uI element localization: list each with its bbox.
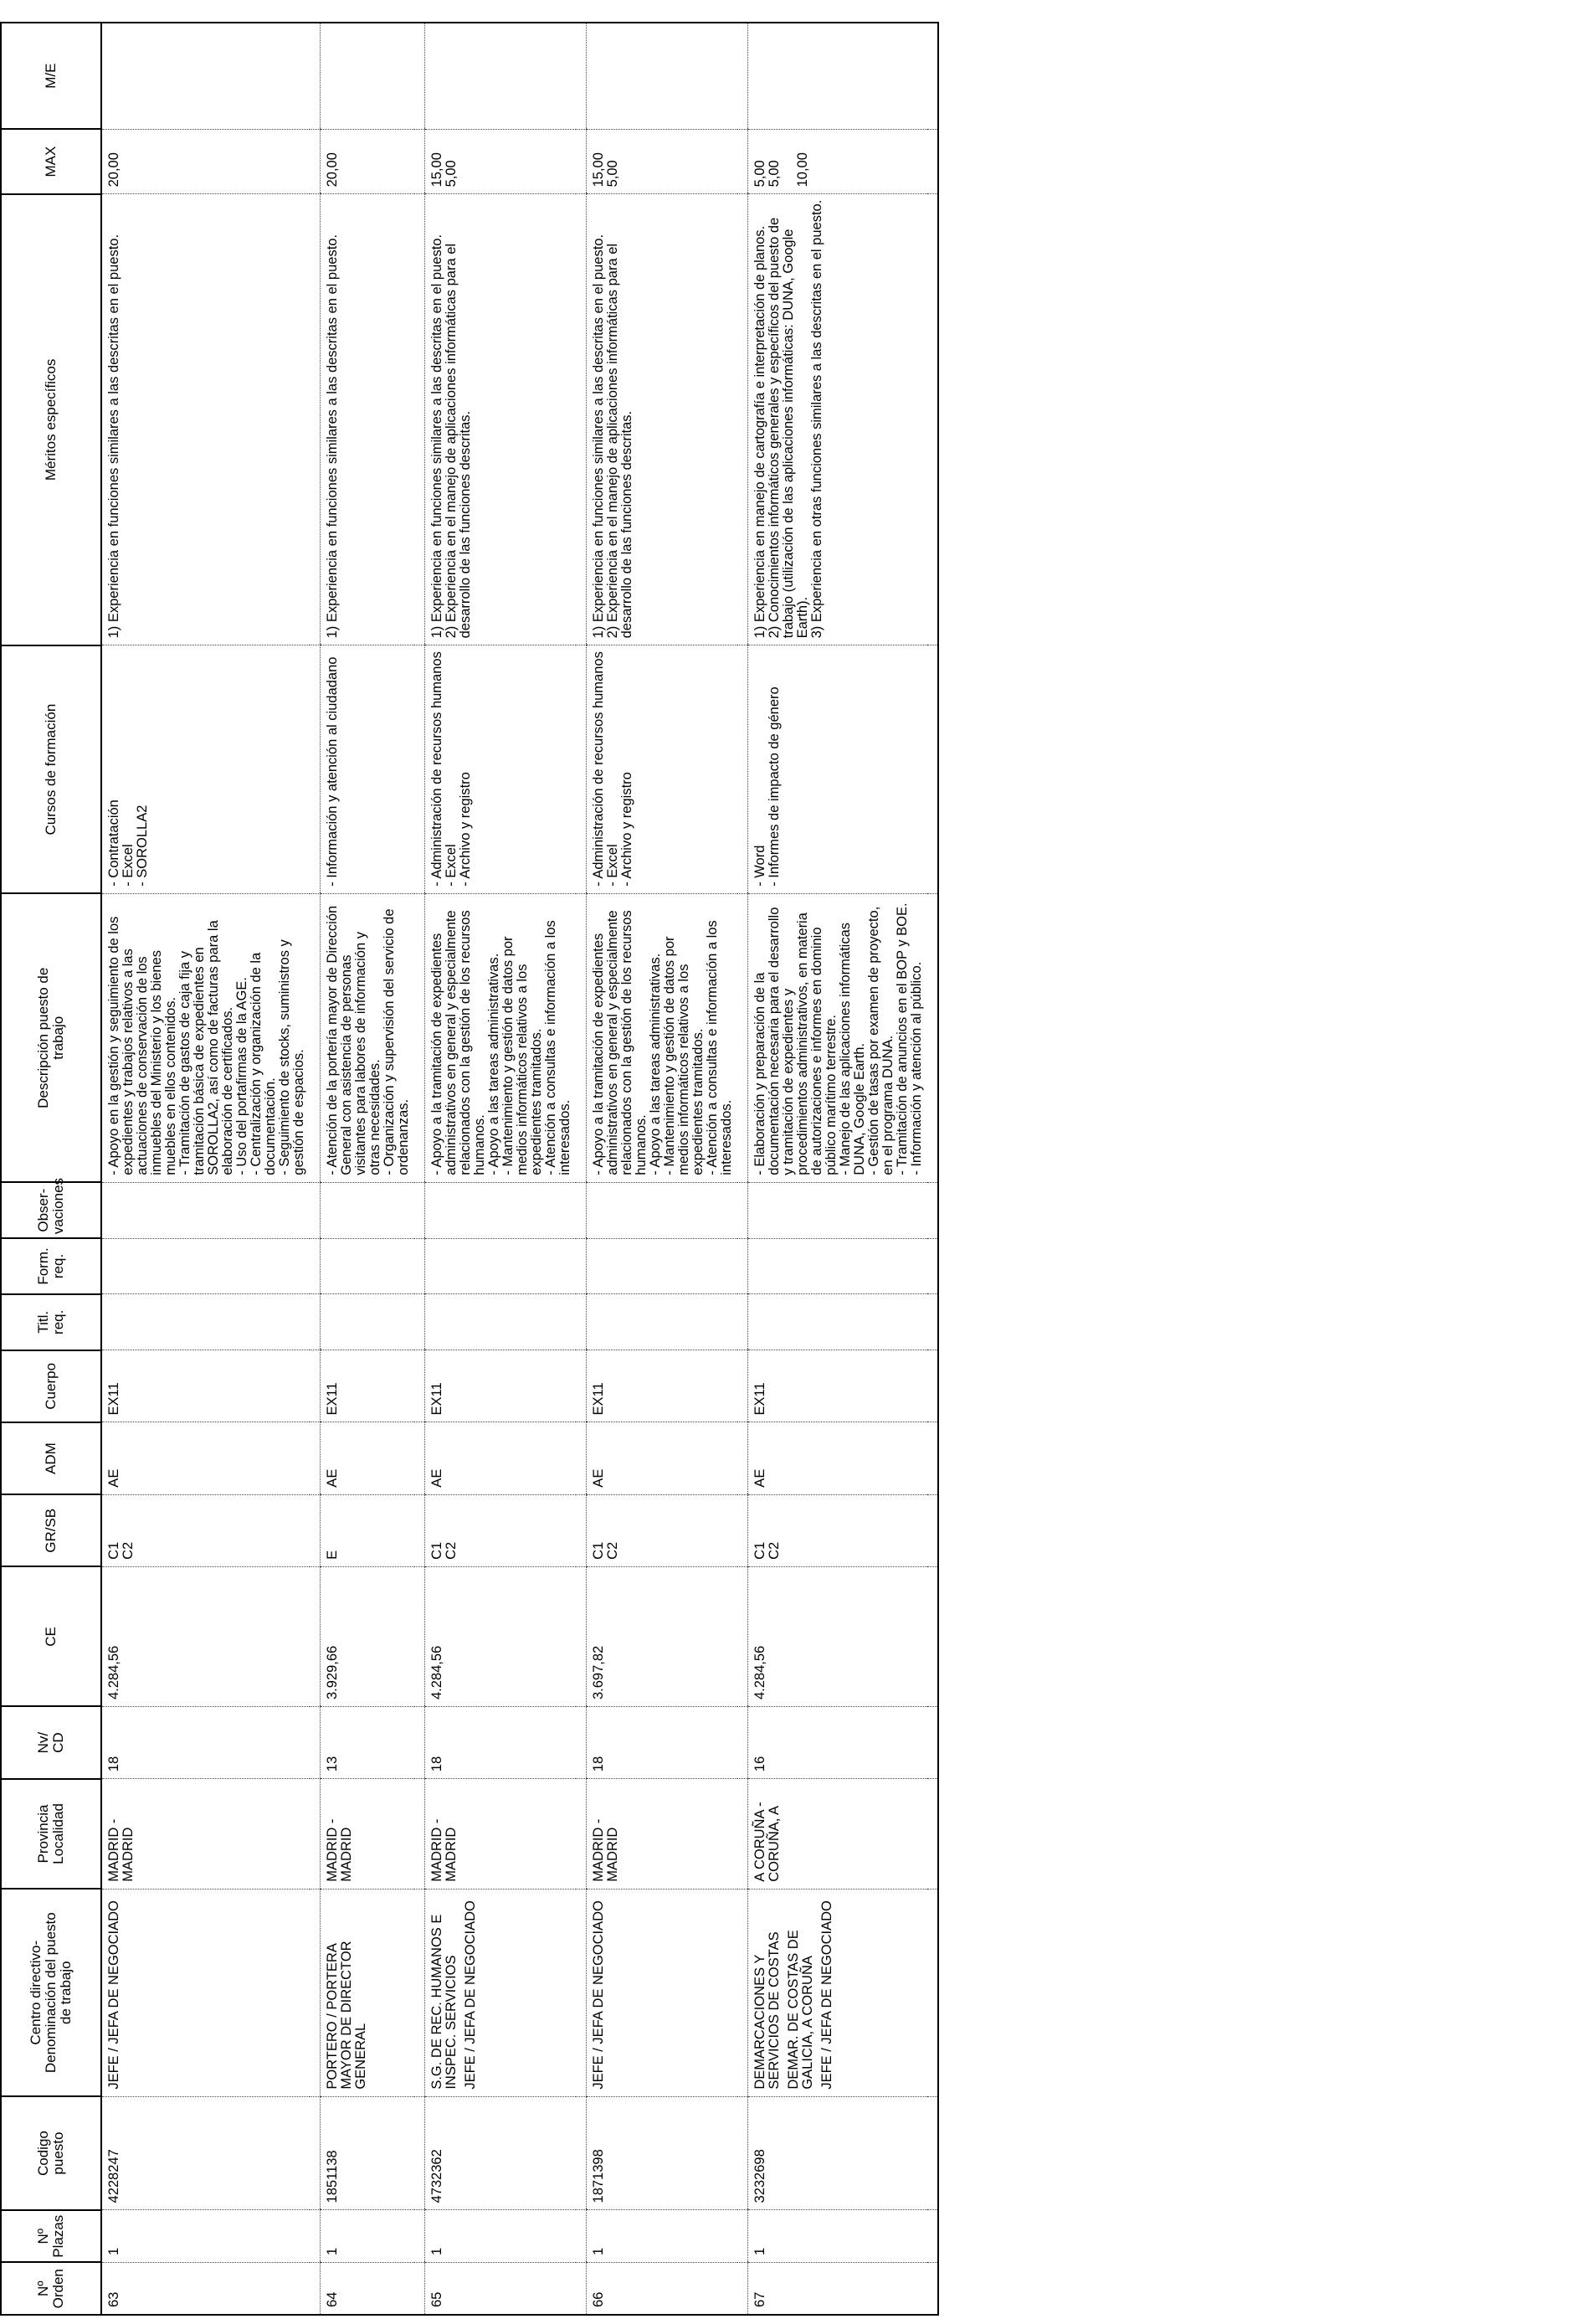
spacer-cell [737, 1238, 748, 1294]
cell-me [101, 23, 310, 129]
spacer-cell [576, 893, 587, 1182]
cell-adm: AE [587, 1422, 738, 1494]
spacer-cell [576, 1779, 587, 1890]
cell-observaciones [321, 1182, 415, 1238]
cell-codigo: 1871398 [587, 2096, 738, 2210]
cell-adm: AE [321, 1422, 415, 1494]
spacer-cell [310, 1422, 321, 1494]
cell-provincia: MADRID - MADRID [101, 1779, 310, 1890]
spacer-cell [927, 1707, 938, 1779]
cell-max: 20,00 [321, 129, 415, 194]
row-spacer [576, 23, 587, 2315]
spacer-cell [310, 1294, 321, 1350]
table-row [425, 23, 577, 2315]
header-ce: CE [1, 1566, 101, 1706]
cell-meritos: 1) Experiencia en funciones similares a las descritas en el puesto. 2) Experiencia en el manejo de aplicaciones informáticas para el desarrollo de las funciones descritas. [425, 194, 577, 645]
cell-provincia: MADRID - MADRID [321, 1779, 415, 1890]
cell-observaciones [587, 1182, 738, 1238]
spacer-cell [737, 194, 748, 645]
table-body [101, 23, 938, 2315]
position-name: JEFE / JEFA DE NEGOCIADO [591, 1900, 606, 2090]
spacer-cell [576, 1566, 587, 1706]
header-meritos: Méritos específicos [1, 194, 101, 645]
spacer-cell [737, 1566, 748, 1706]
cell-max: 15,00 5,00 [587, 129, 738, 194]
spacer-cell [576, 1494, 587, 1566]
cell-meritos: 1) Experiencia en manejo de cartografía e interpretación de planos. 2) Conocimientos informáticos generales y específicos del puesto de trabajo (utilización de las aplicaciones informáticas: DUNA, Google Earth). 3) Experiencia en otras funciones similares a las descritas en el puesto. [748, 194, 928, 645]
cell-nivel: 13 [321, 1707, 415, 1779]
cell-observaciones [101, 1182, 310, 1238]
row-spacer [737, 23, 748, 2315]
cell-cursos: - Administración de recursos humanos - Excel - Archivo y registro [587, 645, 738, 893]
unit-name: S.G. DE REC. HUMANOS E INSPEC. SERVICIOS [429, 1914, 459, 2090]
cell-titulacion [748, 1294, 928, 1350]
cell-meritos: 1) Experiencia en funciones similares a las descritas en el puesto. [321, 194, 415, 645]
spacer-cell [414, 1238, 425, 1294]
spacer-cell [414, 2096, 425, 2210]
cell-orden: 63 [101, 2262, 310, 2315]
cell-codigo: 3232698 [748, 2096, 928, 2210]
cell-ce: 3.697,82 [587, 1566, 738, 1706]
cell-cursos: - Contratación - Excel - SOROLLA2 [101, 645, 310, 893]
header-cursos: Cursos de formación [1, 645, 101, 893]
table-row [587, 23, 738, 2315]
header-centro: Centro directivo- Denominación del puesto de trabajo [1, 1889, 101, 2096]
header-cuerpo: Cuerpo [1, 1350, 101, 1422]
cell-centro [748, 1889, 928, 2096]
cell-adm: AE [748, 1422, 928, 1494]
spacer-cell [737, 1779, 748, 1890]
spacer-cell [576, 2096, 587, 2210]
spacer-cell [927, 2210, 938, 2263]
spacer-cell [310, 1494, 321, 1566]
spacer-cell [927, 1182, 938, 1238]
cell-nivel: 16 [748, 1707, 928, 1779]
spacer-cell [737, 129, 748, 194]
cell-nivel: 18 [101, 1707, 310, 1779]
cell-me [748, 23, 928, 129]
cell-me [425, 23, 577, 129]
cell-formacion [321, 1238, 415, 1294]
cell-centro [101, 1889, 310, 2096]
cell-nivel: 18 [425, 1707, 577, 1779]
cell-descripcion: - Apoyo a la tramitación de expedientes administrativos en general y especialmente relacionados con la gestión de los recursos humanos. - Apoyo a las tareas administrativas. - Mantenimiento y gestión de datos por medios informáticos relativos a los expedientes tramitados. - Atención a consultas e información a los interesados. [587, 893, 738, 1182]
positions-table [0, 22, 939, 2316]
spacer-cell [737, 1422, 748, 1494]
spacer-cell [310, 2210, 321, 2263]
cell-titulacion [321, 1294, 415, 1350]
cell-descripcion: - Elaboración y preparación de la documentación necesaria para el desarrollo y tramitación de expedientes y procedimientos administrativos, en materia de autorizaciones e informes en dominio público marítimo terrestre. - Manejo de las aplicaciones informáticas DUNA, Google Earth. - Gestión de tasas por examen de proyecto, en el programa DUNA. - Tramitación de anuncios en el BOP y BOE. - Información y atención al público. [748, 893, 928, 1182]
cell-plazas: 1 [101, 2210, 310, 2263]
spacer-cell [927, 1566, 938, 1706]
position-name: JEFE / JEFA DE NEGOCIADO [106, 1900, 121, 2090]
cell-orden: 66 [587, 2262, 738, 2315]
spacer-cell [414, 645, 425, 893]
cell-cuerpo: EX11 [101, 1350, 310, 1422]
spacer-cell [414, 893, 425, 1182]
position-name: PORTERO / PORTERA MAYOR DE DIRECTOR GENERAL [325, 1941, 368, 2090]
header-formacion: Form. req. [1, 1238, 101, 1294]
spacer-cell [414, 1494, 425, 1566]
header-observaciones: Obser- vaciones [1, 1182, 101, 1238]
spacer-cell [310, 129, 321, 194]
table-row [101, 23, 310, 2315]
header-nivel: Nv/ CD [1, 1707, 101, 1779]
cell-codigo: 4732362 [425, 2096, 577, 2210]
cell-plazas: 1 [748, 2210, 928, 2263]
spacer-cell [737, 2210, 748, 2263]
cell-ce: 3.929,66 [321, 1566, 415, 1706]
cell-max: 20,00 [101, 129, 310, 194]
cell-cursos: - Administración de recursos humanos - Excel - Archivo y registro [425, 645, 577, 893]
cell-titulacion [101, 1294, 310, 1350]
header-me: M/E [1, 23, 101, 129]
cell-cuerpo: EX11 [321, 1350, 415, 1422]
cell-codigo: 4228247 [101, 2096, 310, 2210]
cell-titulacion [425, 1294, 577, 1350]
spacer-cell [576, 1422, 587, 1494]
spacer-cell [576, 2262, 587, 2315]
cell-me [321, 23, 415, 129]
cell-descripcion: - Atención de la portería mayor de Dirección General con asistencia de personas visitantes para labores de información y otras necesidades. - Organización y supervisión del servicio de ordenanzas. [321, 893, 415, 1182]
spacer-cell [414, 1294, 425, 1350]
spacer-cell [414, 1889, 425, 2096]
spacer-cell [927, 1350, 938, 1422]
spacer-cell [414, 194, 425, 645]
spacer-cell [310, 23, 321, 129]
spacer-cell [927, 1294, 938, 1350]
spacer-cell [310, 1889, 321, 2096]
spacer-cell [927, 194, 938, 645]
cell-adm: AE [425, 1422, 577, 1494]
cell-nivel: 18 [587, 1707, 738, 1779]
spacer-cell [927, 1494, 938, 1566]
cell-max: 5,00 5,00 10,00 [748, 129, 928, 194]
spacer-cell [414, 2262, 425, 2315]
cell-grupo: E [321, 1494, 415, 1566]
cell-ce: 4.284,56 [748, 1566, 928, 1706]
spacer-cell [310, 194, 321, 645]
spacer-cell [737, 1182, 748, 1238]
cell-formacion [425, 1238, 577, 1294]
cell-orden: 65 [425, 2262, 577, 2315]
spacer-cell [310, 2096, 321, 2210]
spacer-cell [927, 1238, 938, 1294]
cell-cursos: - Información y atención al ciudadano [321, 645, 415, 893]
spacer-cell [576, 23, 587, 129]
spacer-cell [310, 1779, 321, 1890]
spacer-cell [414, 1422, 425, 1494]
spacer-cell [310, 1182, 321, 1238]
cell-descripcion: - Apoyo en la gestión y seguimiento de los expedientes y trabajos relativos a las actuaciones de conservación de los inmuebles del Ministerio y los bienes muebles en ellos contenidos. - Tramitación de gastos de caja fija y tramitación básica de expedientes en SOROLLA2, así como de facturas para la elaboración de certificados. - Uso del portafirmas de la AGE. - Centralización y organización de la documentación. - Seguimiento de stocks, suministros y gestión de espacios. [101, 893, 310, 1182]
spacer-cell [927, 2262, 938, 2315]
spacer-cell [414, 2210, 425, 2263]
spacer-cell [927, 1422, 938, 1494]
spacer-cell [414, 23, 425, 129]
header-adm: ADM [1, 1422, 101, 1494]
unit-name: DEMARCACIONES Y SERVICIOS DE COSTAS [752, 1931, 782, 2090]
spacer-cell [414, 1707, 425, 1779]
spacer-cell [310, 1566, 321, 1706]
cell-grupo: C1 C2 [425, 1494, 577, 1566]
spacer-cell [414, 1350, 425, 1422]
spacer-cell [310, 1350, 321, 1422]
spacer-cell [927, 2096, 938, 2210]
spacer-cell [414, 1566, 425, 1706]
spacer-cell [927, 1889, 938, 2096]
spacer-cell [737, 893, 748, 1182]
header-provincia: Provincia Localidad [1, 1779, 101, 1890]
spacer-cell [414, 1779, 425, 1890]
spacer-cell [576, 129, 587, 194]
cell-ce: 4.284,56 [425, 1566, 577, 1706]
spacer-cell [737, 1294, 748, 1350]
cell-formacion [587, 1238, 738, 1294]
row-spacer [927, 23, 938, 2315]
header-titulacion: Titl. req. [1, 1294, 101, 1350]
spacer-cell [576, 2210, 587, 2263]
spacer-cell [737, 2096, 748, 2210]
cell-centro [321, 1889, 415, 2096]
spacer-cell [737, 1707, 748, 1779]
cell-cuerpo: EX11 [748, 1350, 928, 1422]
position-name: JEFE / JEFA DE NEGOCIADO [463, 1900, 478, 2090]
spacer-cell [576, 1182, 587, 1238]
cell-meritos: 1) Experiencia en funciones similares a las descritas en el puesto. [101, 194, 310, 645]
header-max: MAX [1, 129, 101, 194]
spacer-cell [737, 1350, 748, 1422]
spacer-cell [927, 645, 938, 893]
cell-formacion [101, 1238, 310, 1294]
table-row [748, 23, 928, 2315]
spacer-cell [310, 893, 321, 1182]
header-plazas: Nº Plazas [1, 2210, 101, 2263]
spacer-cell [927, 23, 938, 129]
cell-grupo: C1 C2 [748, 1494, 928, 1566]
spacer-cell [737, 1889, 748, 2096]
spacer-cell [737, 2262, 748, 2315]
header-grupo: GR/SB [1, 1494, 101, 1566]
header-descripcion: Descripción puesto de trabajo [1, 893, 101, 1182]
spacer-cell [576, 1238, 587, 1294]
position-name: JEFE / JEFA DE NEGOCIADO [819, 1900, 834, 2090]
spacer-cell [737, 645, 748, 893]
cell-codigo: 1851138 [321, 2096, 415, 2210]
cell-provincia: MADRID - MADRID [587, 1779, 738, 1890]
spacer-cell [927, 129, 938, 194]
cell-centro [587, 1889, 738, 2096]
spacer-cell [927, 1779, 938, 1890]
cell-provincia: A CORUÑA - CORUÑA, A [748, 1779, 928, 1890]
cell-orden: 64 [321, 2262, 415, 2315]
cell-orden: 67 [748, 2262, 928, 2315]
row-spacer [414, 23, 425, 2315]
spacer-cell [576, 1707, 587, 1779]
spacer-cell [310, 1238, 321, 1294]
spacer-cell [414, 129, 425, 194]
cell-plazas: 1 [425, 2210, 577, 2263]
cell-provincia: MADRID - MADRID [425, 1779, 577, 1890]
cell-plazas: 1 [587, 2210, 738, 2263]
cell-adm: AE [101, 1422, 310, 1494]
cell-plazas: 1 [321, 2210, 415, 2263]
cell-descripcion: - Apoyo a la tramitación de expedientes administrativos en general y especialmente relacionados con la gestión de los recursos humanos. - Apoyo a las tareas administrativas. - Mantenimiento y gestión de datos por medios informáticos relativos a los expedientes tramitados. - Atención a consultas e información a los interesados. [425, 893, 577, 1182]
row-spacer [310, 23, 321, 2315]
spacer-cell [576, 1350, 587, 1422]
cell-cursos: - Word - Informes de impacto de género [748, 645, 928, 893]
cell-observaciones [425, 1182, 577, 1238]
cell-grupo: C1 C2 [587, 1494, 738, 1566]
cell-centro [425, 1889, 577, 2096]
cell-ce: 4.284,56 [101, 1566, 310, 1706]
cell-meritos: 1) Experiencia en funciones similares a las descritas en el puesto. 2) Experiencia en el manejo de aplicaciones informáticas para el desarrollo de las funciones descritas. [587, 194, 738, 645]
cell-max: 15,00 5,00 [425, 129, 577, 194]
spacer-cell [414, 1182, 425, 1238]
cell-titulacion [587, 1294, 738, 1350]
spacer-cell [310, 1707, 321, 1779]
spacer-cell [737, 1494, 748, 1566]
spacer-cell [576, 1889, 587, 2096]
spacer-cell [576, 194, 587, 645]
cell-observaciones [748, 1182, 928, 1238]
table-row [321, 23, 415, 2315]
cell-cuerpo: EX11 [425, 1350, 577, 1422]
spacer-cell [310, 645, 321, 893]
cell-grupo: C1 C2 [101, 1494, 310, 1566]
cell-cuerpo: EX11 [587, 1350, 738, 1422]
spacer-cell [576, 1294, 587, 1350]
spacer-cell [737, 23, 748, 129]
cell-me [587, 23, 738, 129]
spacer-cell [310, 2262, 321, 2315]
cell-formacion [748, 1238, 928, 1294]
spacer-cell [927, 893, 938, 1182]
header-codigo: Codigo puesto [1, 2096, 101, 2210]
header-orden: Nº Orden [1, 2262, 101, 2315]
header-row [1, 23, 101, 2315]
spacer-cell [576, 645, 587, 893]
unit-name: DEMAR. DE COSTAS DE GALICIA, A CORUÑA [786, 1930, 815, 2090]
